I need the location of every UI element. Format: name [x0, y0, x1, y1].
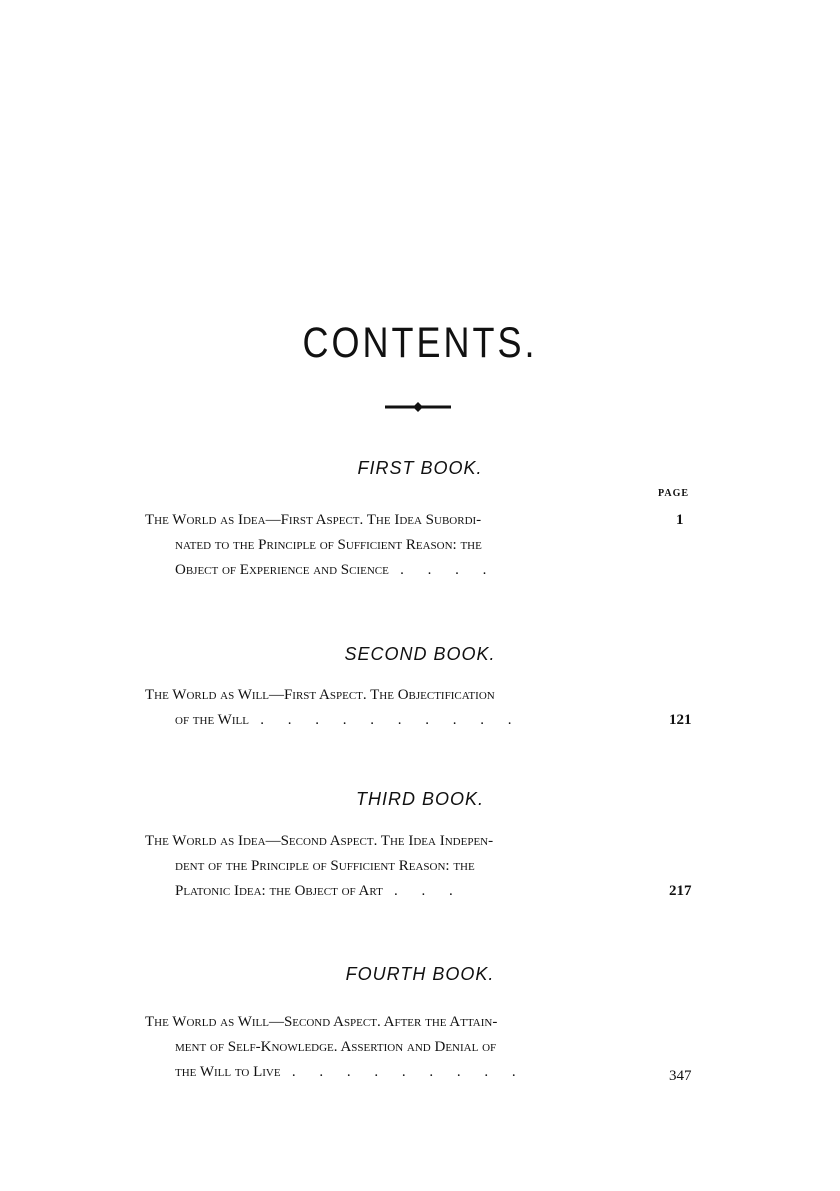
- dot-leader: . . .: [394, 883, 463, 899]
- entry-line: The World as Will—First Aspect. The Objectification: [145, 687, 495, 703]
- entry-line-text: the Will to Live: [175, 1064, 281, 1080]
- book-heading-fourth: FOURTH BOOK.: [345, 964, 495, 984]
- toc-entry-third-book[interactable]: [145, 829, 665, 904]
- entry-line-text: Platonic Idea: the Object of Art: [175, 883, 383, 899]
- page-title: CONTENTS.: [302, 318, 538, 367]
- page-column-label: PAGE: [658, 488, 690, 499]
- entry-line-text: of the Will: [175, 712, 249, 728]
- toc-entry-fourth-book[interactable]: [145, 1010, 665, 1085]
- dot-leader: . . . . . . . . .: [291, 1064, 526, 1080]
- entry-line: ment of Self-Knowledge. Assertion and Denial of: [175, 1039, 497, 1055]
- ornament-divider-icon: [385, 400, 451, 414]
- entry-line: The World as Idea—Second Aspect. The Idea Indepen-: [145, 833, 494, 849]
- book-heading-third: THIRD BOOK.: [355, 789, 484, 809]
- entry-line: [145, 708, 665, 733]
- entry-line: nated to the Principle of Sufficient Reason: the: [175, 537, 482, 553]
- entry-line: [145, 879, 665, 904]
- page-number: 121: [669, 712, 692, 728]
- dot-leader: . . . . . . . . . .: [260, 712, 522, 728]
- entry-line: The World as Will—Second Aspect. After the Attain-: [145, 1014, 498, 1030]
- page-number: 1: [676, 512, 684, 528]
- book-heading-second: SECOND BOOK.: [344, 644, 496, 664]
- book-heading-first: FIRST BOOK.: [357, 458, 483, 478]
- page-number: 347: [669, 1068, 692, 1084]
- toc-entry-second-book[interactable]: [145, 683, 665, 733]
- dot-leader: . . . .: [400, 562, 497, 578]
- entry-line-text: Object of Experience and Science: [175, 562, 389, 578]
- entry-line: [145, 1060, 665, 1085]
- entry-line: The World as Idea—First Aspect. The Idea Subordi-: [145, 512, 482, 528]
- entry-line: dent of the Principle of Sufficient Reason: the: [175, 858, 475, 874]
- entry-line: [145, 558, 665, 583]
- page-number: 217: [669, 883, 692, 899]
- toc-entry-first-book[interactable]: [145, 508, 665, 583]
